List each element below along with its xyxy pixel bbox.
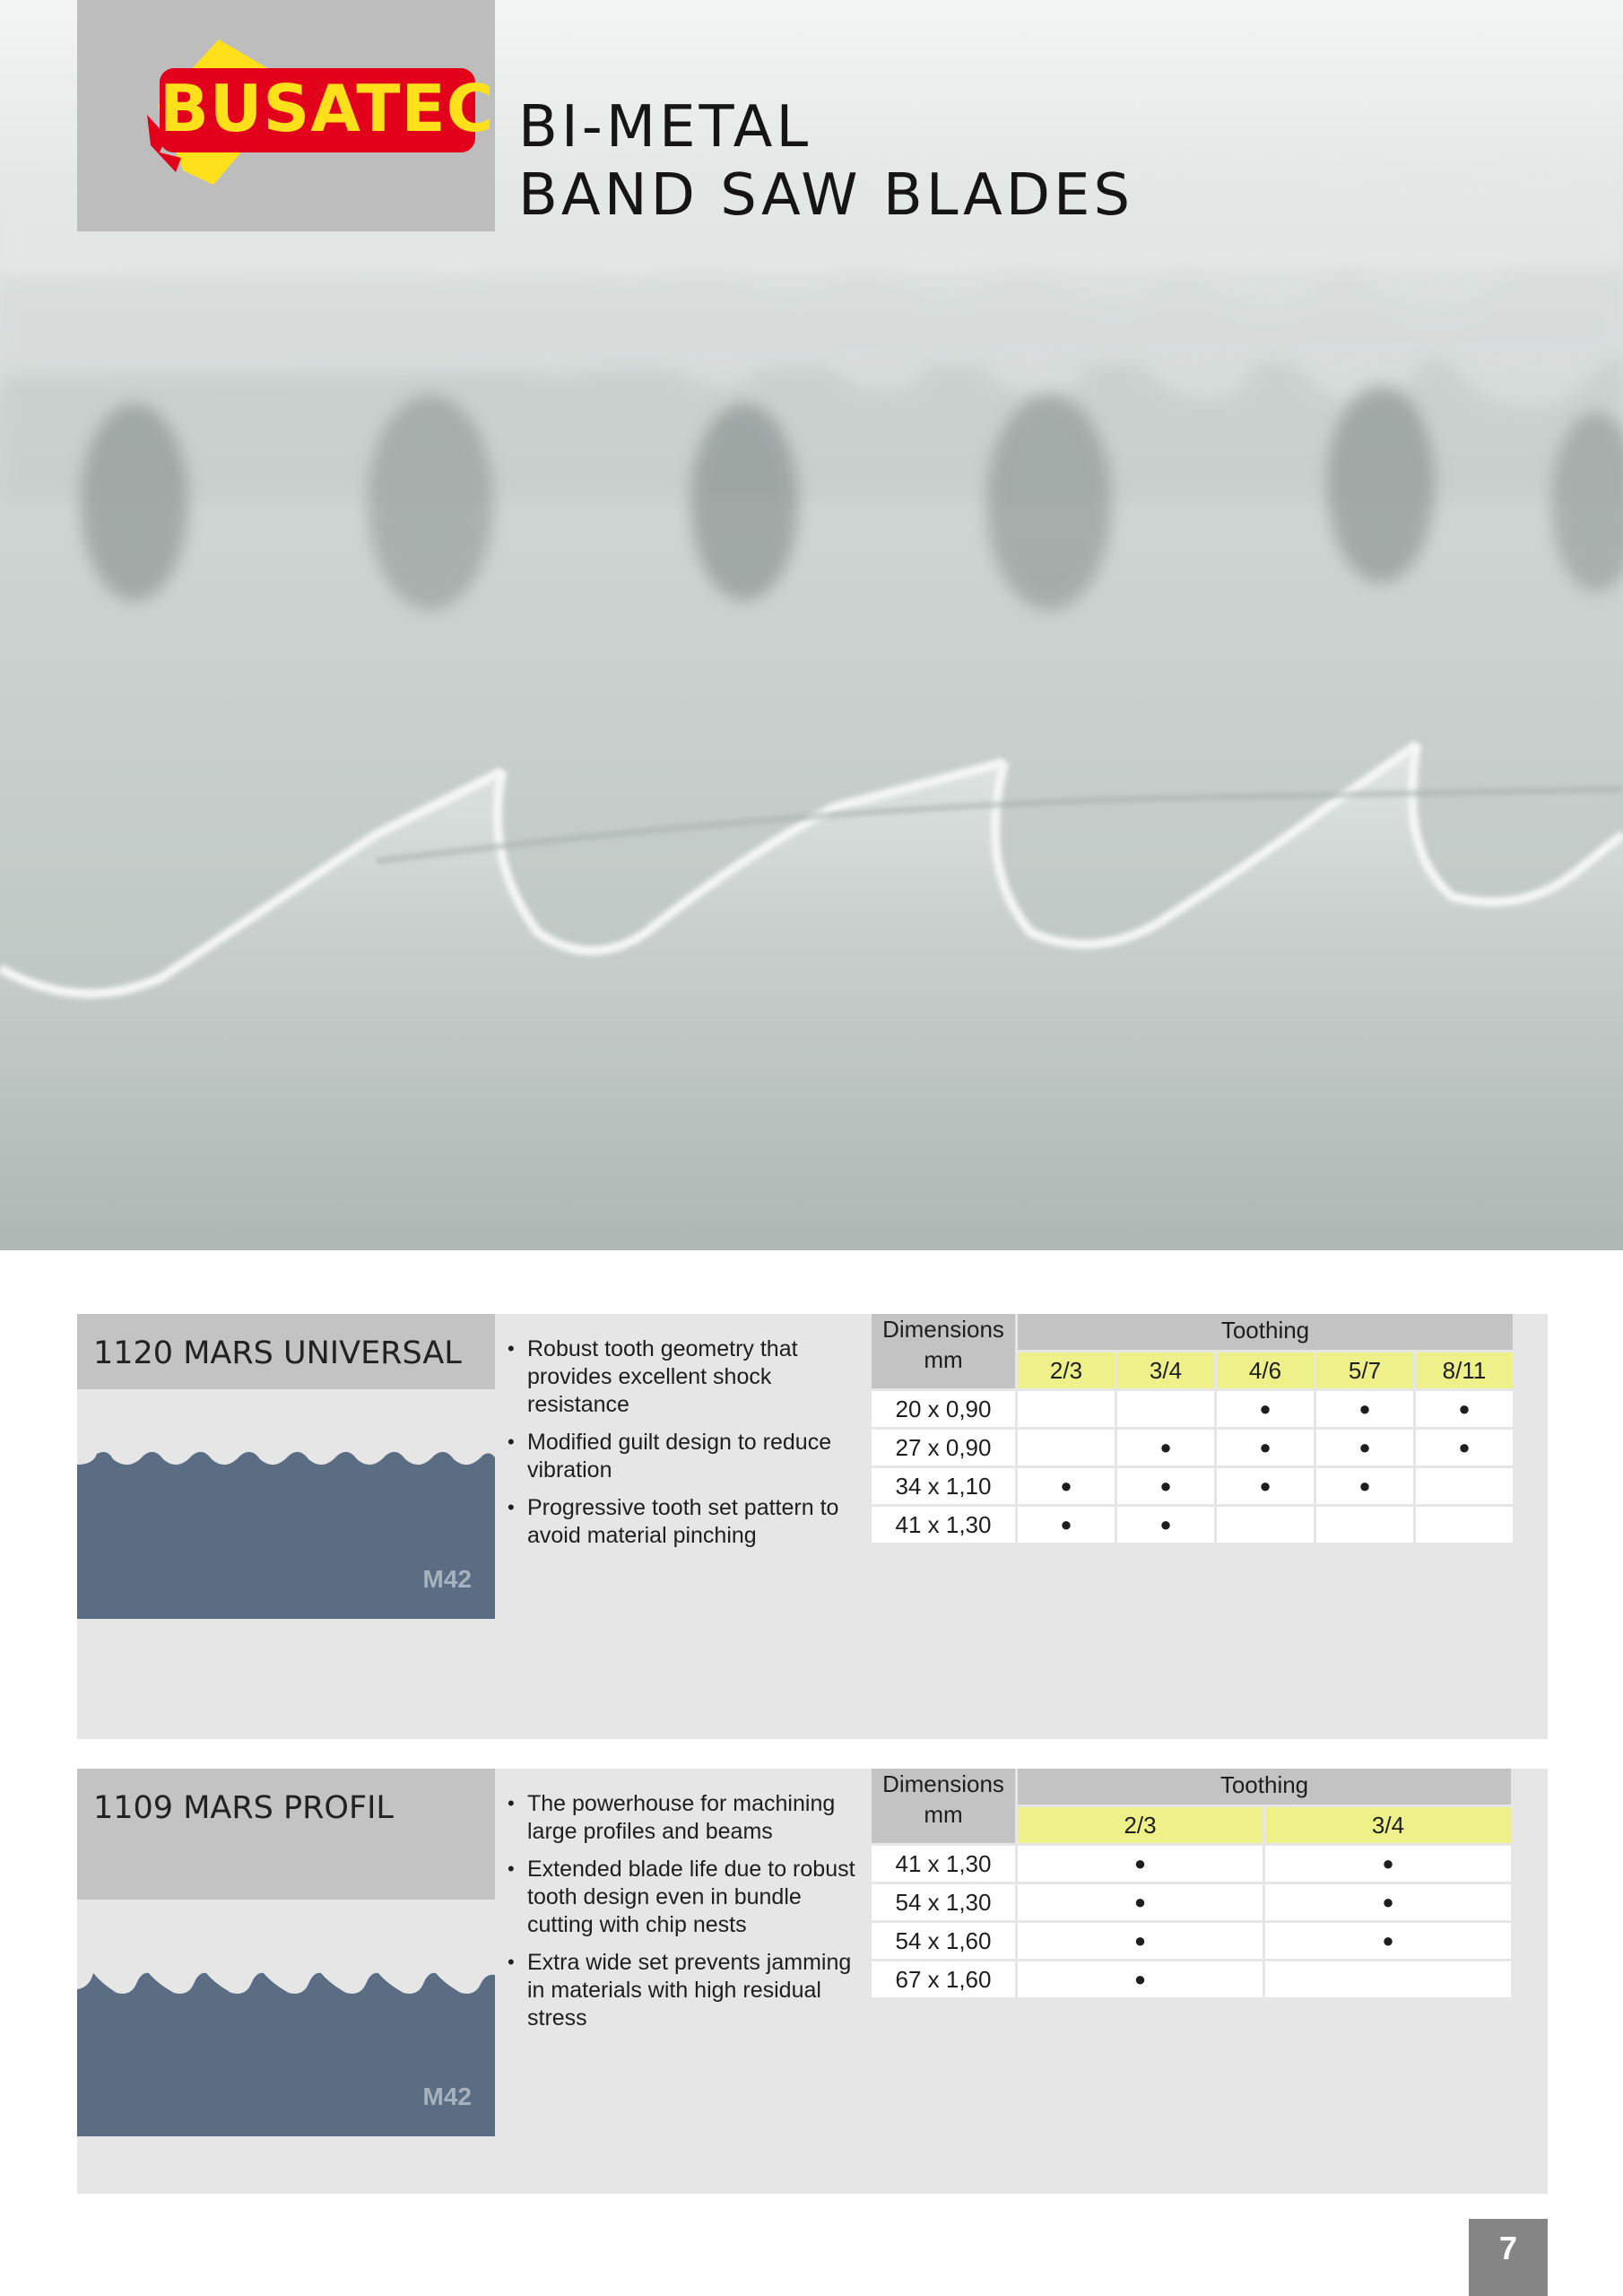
product-name: 1109 MARS PROFIL — [77, 1769, 495, 1900]
feature-item: • Extended blade life due to robust tooth design even in bundle cutting with chip nests — [508, 1856, 857, 1939]
availability-cell: ● — [1316, 1468, 1413, 1504]
dimensions-header-label: Dimensions — [882, 1316, 1004, 1343]
product-section-mars-universal — [77, 1314, 1548, 1739]
dimension-cell: 27 x 0,90 — [872, 1430, 1015, 1465]
dimensions-header — [872, 1314, 1015, 1388]
table-row — [872, 1923, 1511, 1959]
dimension-cell: 67 x 1,60 — [872, 1961, 1015, 1997]
availability-cell: ● — [1217, 1430, 1314, 1465]
logo-clip — [77, 0, 495, 231]
feature-list — [508, 1335, 857, 1560]
page-title-line-2: BAND SAW BLADES — [518, 162, 1134, 229]
availability-cell: ● — [1217, 1391, 1314, 1427]
availability-cell — [1018, 1430, 1115, 1465]
toothing-header: Toothing — [1018, 1314, 1513, 1350]
feature-item: • Progressive tooth set pattern to avoid material pinching — [508, 1494, 857, 1550]
availability-cell — [1018, 1391, 1115, 1427]
availability-cell: ● — [1117, 1468, 1214, 1504]
availability-cell: ● — [1316, 1391, 1413, 1427]
blade-grade: M42 — [422, 2083, 472, 2110]
availability-cell — [1416, 1507, 1513, 1543]
availability-cell: ● — [1018, 1468, 1115, 1504]
availability-cell: ● — [1117, 1430, 1214, 1465]
availability-cell: ● — [1018, 1846, 1263, 1882]
feature-item: • The powerhouse for machining large profiles and beams — [508, 1790, 857, 1846]
dimension-cell: 41 x 1,30 — [872, 1507, 1015, 1543]
dimension-cell: 20 x 0,90 — [872, 1391, 1015, 1427]
toothing-header: Toothing — [1018, 1769, 1511, 1805]
feature-list — [508, 1790, 857, 2042]
feature-item: • Robust tooth geometry that provides excellent shock resistance — [508, 1335, 857, 1419]
availability-cell: ● — [1018, 1884, 1263, 1920]
blade-illustration — [77, 1439, 495, 1619]
blade-illustration — [77, 1957, 495, 2136]
dimensions-header-unit: mm — [924, 1346, 963, 1373]
toothing-column: 8/11 — [1416, 1352, 1513, 1388]
table-row — [872, 1961, 1511, 1997]
table-row — [872, 1846, 1511, 1882]
dimension-cell: 41 x 1,30 — [872, 1846, 1015, 1882]
availability-cell: ● — [1316, 1430, 1413, 1465]
availability-cell: ● — [1265, 1884, 1511, 1920]
table-row — [872, 1430, 1513, 1465]
availability-cell — [1117, 1391, 1214, 1427]
availability-cell: ● — [1018, 1507, 1115, 1543]
toothing-column: 3/4 — [1117, 1352, 1214, 1388]
availability-cell: ● — [1265, 1846, 1511, 1882]
availability-cell — [1316, 1507, 1413, 1543]
product-section-mars-profil — [77, 1769, 1548, 2194]
dimensions-header-unit: mm — [924, 1801, 963, 1828]
page-number: 7 — [1469, 2219, 1548, 2296]
toothing-column: 2/3 — [1018, 1352, 1115, 1388]
availability-cell: ● — [1018, 1961, 1263, 1997]
table-row — [872, 1884, 1511, 1920]
toothing-column: 3/4 — [1265, 1807, 1511, 1843]
feature-item: • Modified guilt design to reduce vibration — [508, 1429, 857, 1484]
blade-grade: M42 — [422, 1565, 472, 1593]
toothing-column: 4/6 — [1217, 1352, 1314, 1388]
table-row — [872, 1507, 1513, 1543]
availability-cell: ● — [1018, 1923, 1263, 1959]
dimensions-header — [872, 1769, 1015, 1843]
availability-cell: ● — [1416, 1430, 1513, 1465]
table-row — [872, 1468, 1513, 1504]
availability-cell — [1265, 1961, 1511, 1997]
availability-cell: ● — [1416, 1391, 1513, 1427]
availability-cell: ● — [1217, 1468, 1314, 1504]
page-title — [518, 93, 1133, 230]
availability-cell: ● — [1117, 1507, 1214, 1543]
feature-item: • Extra wide set prevents jamming in materials with high residual stress — [508, 1949, 857, 2032]
table-row — [872, 1391, 1513, 1427]
dimensions-header-label: Dimensions — [882, 1770, 1004, 1797]
availability-cell — [1416, 1468, 1513, 1504]
availability-cell — [1217, 1507, 1314, 1543]
logo-text: BUSATEC — [160, 71, 495, 146]
spec-table — [869, 1311, 1515, 1545]
availability-cell: ● — [1265, 1923, 1511, 1959]
product-name: 1120 MARS UNIVERSAL — [77, 1314, 495, 1389]
dimension-cell: 54 x 1,30 — [872, 1884, 1015, 1920]
dimension-cell: 34 x 1,10 — [872, 1468, 1015, 1504]
page-title-line-1: BI-METAL — [518, 94, 812, 161]
spec-table — [869, 1766, 1514, 2000]
toothing-column: 2/3 — [1018, 1807, 1263, 1843]
toothing-column: 5/7 — [1316, 1352, 1413, 1388]
dimension-cell: 54 x 1,60 — [872, 1923, 1015, 1959]
